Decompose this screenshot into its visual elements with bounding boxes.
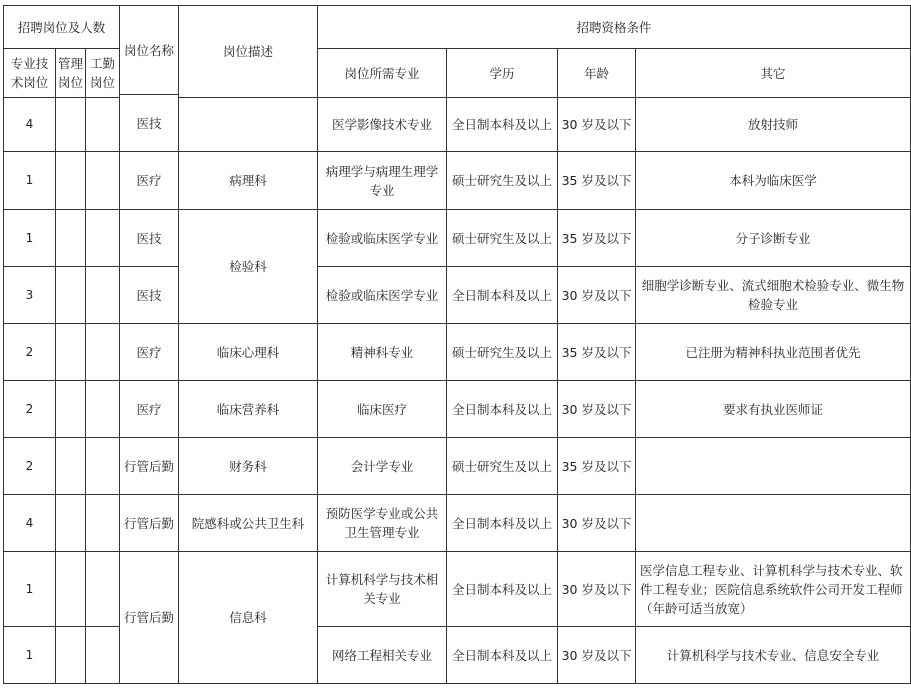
professional-count: 1 xyxy=(4,627,56,684)
professional-count: 2 xyxy=(4,324,56,381)
education: 全日制本科及以上 xyxy=(447,98,558,152)
post-name: 行管后勤 xyxy=(120,495,179,552)
major: 检验或临床医学专业 xyxy=(318,210,447,267)
education: 全日制本科及以上 xyxy=(447,267,558,324)
other: 本科为临床医学 xyxy=(636,152,911,210)
age: 35 岁及以下 xyxy=(558,152,636,210)
age: 30 岁及以下 xyxy=(558,267,636,324)
education: 全日制本科及以上 xyxy=(447,381,558,438)
header-age: 年龄 xyxy=(558,49,636,98)
age: 30 岁及以下 xyxy=(558,495,636,552)
post-name: 医技 xyxy=(120,267,179,324)
header-major: 岗位所需专业 xyxy=(318,49,447,98)
major: 会计学专业 xyxy=(318,438,447,495)
post-name: 行管后勤 xyxy=(120,552,179,684)
other: 放射技师 xyxy=(636,98,911,152)
age: 35 岁及以下 xyxy=(558,324,636,381)
major: 病理学与病理生理学专业 xyxy=(318,152,447,210)
major: 临床医疗 xyxy=(318,381,447,438)
age: 30 岁及以下 xyxy=(558,552,636,627)
education: 硕士研究生及以上 xyxy=(447,152,558,210)
education: 全日制本科及以上 xyxy=(447,552,558,627)
major: 精神科专业 xyxy=(318,324,447,381)
professional-count: 1 xyxy=(4,552,56,627)
age: 35 岁及以下 xyxy=(558,438,636,495)
header-worker: 工勤岗位 xyxy=(86,49,120,98)
header-professional: 专业技术岗位 xyxy=(4,49,56,98)
other xyxy=(636,495,911,552)
post-name: 医疗 xyxy=(120,152,179,210)
other: 计算机科学与技术专业、信息安全专业 xyxy=(636,627,911,684)
other: 分子诊断专业 xyxy=(636,210,911,267)
professional-count: 3 xyxy=(4,267,56,324)
major: 网络工程相关专业 xyxy=(318,627,447,684)
post-desc: 检验科 xyxy=(179,210,318,324)
header-management: 管理岗位 xyxy=(56,49,86,98)
post-name: 医疗 xyxy=(120,381,179,438)
education: 硕士研究生及以上 xyxy=(447,324,558,381)
header-qualifications: 招聘资格条件 xyxy=(318,6,911,49)
age: 30 岁及以下 xyxy=(558,627,636,684)
header-other: 其它 xyxy=(636,49,911,98)
education: 硕士研究生及以上 xyxy=(447,210,558,267)
education: 硕士研究生及以上 xyxy=(447,438,558,495)
header-post-name: 岗位名称 xyxy=(120,6,179,95)
post-name: 行管后勤 xyxy=(120,438,179,495)
post-desc: 财务科 xyxy=(179,438,318,495)
major: 预防医学专业或公共卫生管理专业 xyxy=(318,495,447,552)
professional-count: 4 xyxy=(4,495,56,552)
post-name: 医疗 xyxy=(120,324,179,381)
major: 检验或临床医学专业 xyxy=(318,267,447,324)
other: 已注册为精神科执业范围者优先 xyxy=(636,324,911,381)
professional-count: 2 xyxy=(4,381,56,438)
recruitment-table xyxy=(3,5,911,684)
professional-count: 1 xyxy=(4,152,56,210)
header-post-desc: 岗位描述 xyxy=(179,6,318,98)
education: 全日制本科及以上 xyxy=(447,627,558,684)
age: 30 岁及以下 xyxy=(558,98,636,152)
professional-count: 4 xyxy=(4,98,56,152)
post-desc: 病理科 xyxy=(179,152,318,210)
professional-count: 1 xyxy=(4,210,56,267)
header-education: 学历 xyxy=(447,49,558,98)
post-name: 医技 xyxy=(120,210,179,267)
major: 医学影像技术专业 xyxy=(318,98,447,152)
age: 35 岁及以下 xyxy=(558,210,636,267)
post-desc: 临床心理科 xyxy=(179,324,318,381)
other: 细胞学诊断专业、流式细胞术检验专业、微生物检验专业 xyxy=(636,267,911,324)
other xyxy=(636,438,911,495)
header-recruit-positions: 招聘岗位及人数 xyxy=(4,6,120,49)
major: 计算机科学与技术相关专业 xyxy=(318,552,447,627)
other: 要求有执业医师证 xyxy=(636,381,911,438)
age: 30 岁及以下 xyxy=(558,381,636,438)
post-name: 医技 xyxy=(120,95,179,152)
post-desc: 院感科或公共卫生科 xyxy=(179,495,318,552)
education: 全日制本科及以上 xyxy=(447,495,558,552)
post-desc: 临床营养科 xyxy=(179,381,318,438)
post-desc xyxy=(179,98,318,152)
other: 医学信息工程专业、计算机科学与技术专业、软件工程专业；医院信息系统软件公司开发工程师（年龄可适当放宽） xyxy=(636,552,911,627)
professional-count: 2 xyxy=(4,438,56,495)
post-desc: 信息科 xyxy=(179,552,318,684)
